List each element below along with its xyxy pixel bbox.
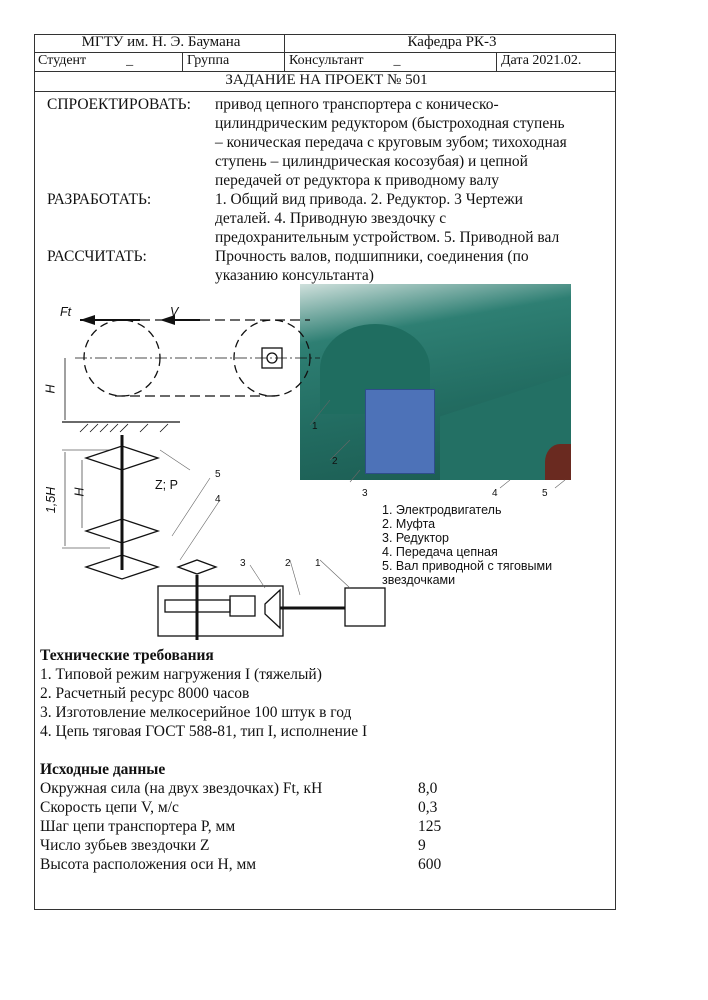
university: МГТУ им. Н. Э. Баумана [34, 34, 285, 53]
consultant-label: Консультант [289, 53, 364, 68]
callout-4: 4 [215, 494, 221, 505]
task-title: ЗАДАНИЕ НА ПРОЕКТ № 501 [34, 72, 616, 92]
develop-line: деталей. 4. Приводную звездочку с [215, 210, 447, 227]
ft-label: Ft [60, 305, 72, 319]
legend-item: 5. Вал приводной с тяговыми [382, 559, 553, 573]
develop-line: 1. Общий вид привода. 2. Редуктор. 3 Чертежи [215, 191, 523, 208]
v-label: V [170, 305, 179, 319]
photo-callout-3: 3 [362, 488, 368, 499]
requirement-item: 1. Типовой режим нагружения I (тяжелый) [40, 666, 322, 683]
consultant-value: _ [393, 53, 401, 68]
zp-label: Z; P [155, 478, 178, 492]
h-label: H [43, 384, 58, 394]
callout-3: 3 [240, 558, 246, 569]
input-label: Окружная сила (на двух звездочках) Ft, кН [40, 780, 323, 797]
input-label: Шаг цепи транспортера P, мм [40, 818, 236, 835]
input-value: 125 [418, 818, 442, 835]
h-label-2: H [72, 487, 87, 497]
student-label: Студент [38, 53, 87, 68]
design-label: СПРОЕКТИРОВАТЬ: [47, 96, 191, 113]
requirement-item: 2. Расчетный ресурс 8000 часов [40, 685, 250, 702]
input-value: 600 [418, 856, 442, 873]
legend-item: 3. Редуктор [382, 531, 450, 545]
calc-line: Прочность валов, подшипники, соединения (по [215, 248, 529, 265]
callout-2: 2 [285, 558, 291, 569]
design-line: передачей от редуктора к приводному валу [215, 172, 499, 189]
motor [345, 588, 385, 626]
design-line: – коническая передача с круговым зубом; тихоходная [215, 134, 567, 151]
input-value: 9 [418, 837, 426, 854]
requirement-item: 3. Изготовление мелкосерийное 100 штук в год [40, 704, 352, 721]
develop-label: РАЗРАБОТАТЬ: [47, 191, 152, 208]
input-value: 8,0 [418, 780, 438, 797]
legend-item: 4. Передача цепная [382, 545, 498, 559]
photo-callout-4: 4 [492, 488, 498, 499]
requirements-title: Технические требования [40, 647, 214, 664]
calc-line: указанию консультанта) [215, 267, 374, 284]
input-label: Число зубьев звездочки Z [40, 837, 210, 854]
requirement-item: 4. Цепь тяговая ГОСТ 588-81, тип I, исполнение I [40, 723, 368, 740]
design-line: привод цепного транспортера с коническо- [215, 96, 499, 113]
photo-callout-5: 5 [542, 488, 548, 499]
student-value: _ [126, 53, 134, 68]
legend-item: 2. Муфта [382, 517, 436, 531]
photo-callout-2: 2 [332, 456, 338, 467]
group-label: Группа [183, 53, 285, 72]
input-label: Высота расположения оси H, мм [40, 856, 257, 873]
department: Кафедра РК-3 [285, 34, 616, 53]
photo-callout-1: 1 [312, 421, 318, 432]
input-value: 0,3 [418, 799, 438, 816]
input-label: Скорость цепи V, м/с [40, 799, 179, 816]
legend-item: звездочками [382, 573, 456, 587]
h15-label: 1,5H [44, 486, 59, 514]
date: Дата 2021.02. [497, 53, 616, 72]
legend-item: 1. Электродвигатель [382, 503, 502, 517]
design-line: цилиндрическим редуктором (быстроходная ступень [215, 115, 565, 132]
callout-1: 1 [315, 558, 321, 569]
calc-label: РАССЧИТАТЬ: [47, 248, 147, 265]
callout-5: 5 [215, 469, 221, 480]
develop-line: предохранительным устройством. 5. Приводной вал [215, 229, 560, 246]
input-title: Исходные данные [40, 761, 166, 778]
design-line: ступень – цилиндрическая косозубая) и цепной [215, 153, 528, 170]
